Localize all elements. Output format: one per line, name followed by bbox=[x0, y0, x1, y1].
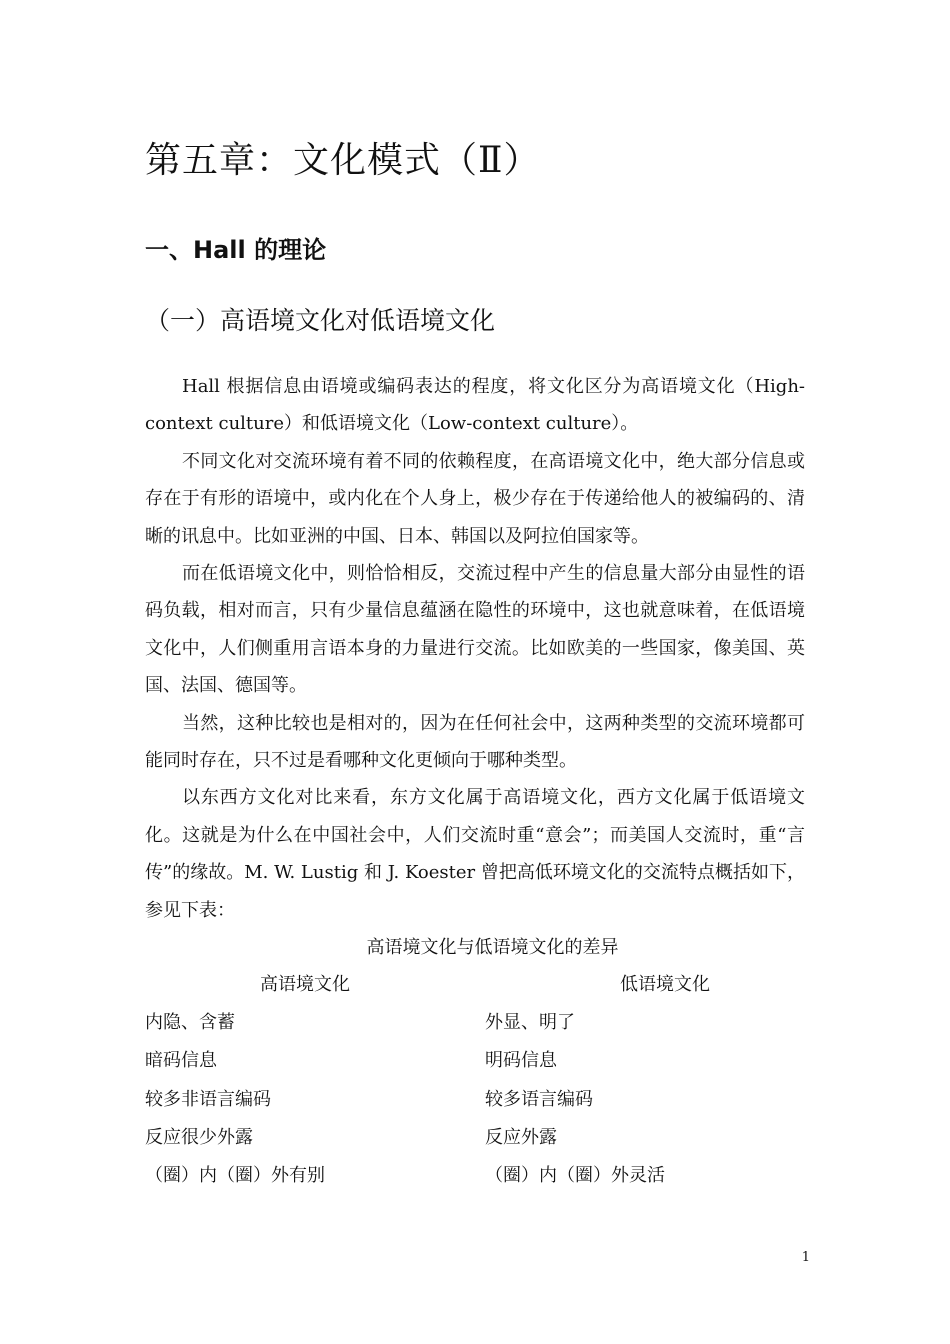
paragraph: 不同文化对交流环境有着不同的依赖程度，在高语境文化中，绝大部分信息或存在于有形的语境中，或内化在个人身上，极少存在于传递给他人的被编码的、清晰的讯息中。比如亚洲的中国、日本、韩国以及阿拉伯国家等。 bbox=[145, 450, 805, 547]
paragraph: 以东西方文化对比来看，东方文化属于高语境文化，西方文化属于低语境文化。这就是为什么在中国社会中，人们交流时重“意会”；而美国人交流时，重“言传”的缘故。M. W. Lustig 和 J. Koester 曾把高低环境文化的交流特点概括如下，参见下表： bbox=[145, 787, 805, 921]
table-cell: （圈）内（圈）外有别 bbox=[145, 1164, 325, 1186]
page-number: 1 bbox=[801, 1250, 810, 1265]
paragraph: Hall 根据信息由语境或编码表达的程度，将文化区分为高语境文化（High-context culture）和低语境文化（Low-context culture）。 bbox=[145, 376, 805, 435]
paragraph: 而在低语境文化中，则恰恰相反，交流过程中产生的信息量大部分由显性的语码负载，相对而言，只有少量信息蕴涵在隐性的环境中，这也就意味着，在低语境文化中，人们侧重用言语本身的力量进行交流。比如欧美的一些国家，像美国、英国、法国、德国等。 bbox=[145, 563, 805, 697]
table-cell: 暗码信息 bbox=[145, 1050, 217, 1072]
table-cell: 明码信息 bbox=[485, 1050, 557, 1072]
table-cell: （圈）内（圈）外灵活 bbox=[485, 1164, 665, 1186]
table-header-row bbox=[145, 966, 845, 1004]
table-cell: 较多语言编码 bbox=[485, 1088, 593, 1110]
chapter-title: 第五章：文化模式（Ⅱ） bbox=[145, 140, 541, 181]
section-heading: 一、Hall 的理论 bbox=[145, 236, 327, 264]
body-text bbox=[145, 368, 805, 929]
table-row bbox=[145, 1042, 845, 1080]
column-header-high-context: 高语境文化 bbox=[260, 974, 350, 995]
subsection-heading: （一）高语境文化对低语境文化 bbox=[145, 306, 496, 335]
table-cell: 较多非语言编码 bbox=[145, 1088, 271, 1110]
table-row bbox=[145, 1081, 845, 1119]
table-row bbox=[145, 1119, 845, 1157]
comparison-table bbox=[145, 966, 845, 1195]
table-cell: 反应外露 bbox=[485, 1126, 557, 1148]
table-cell: 反应很少外露 bbox=[145, 1126, 253, 1148]
column-header-low-context: 低语境文化 bbox=[620, 974, 710, 995]
table-caption: 高语境文化与低语境文化的差异 bbox=[366, 937, 619, 958]
table-cell: 内隐、含蓄 bbox=[145, 1012, 235, 1034]
table-row bbox=[145, 1157, 845, 1195]
table-cell: 外显、明了 bbox=[485, 1012, 575, 1034]
paragraph: 当然，这种比较也是相对的，因为在任何社会中，这两种类型的交流环境都可能同时存在，只不过是看哪种文化更倾向于哪种类型。 bbox=[145, 712, 805, 772]
table-row bbox=[145, 1004, 845, 1042]
